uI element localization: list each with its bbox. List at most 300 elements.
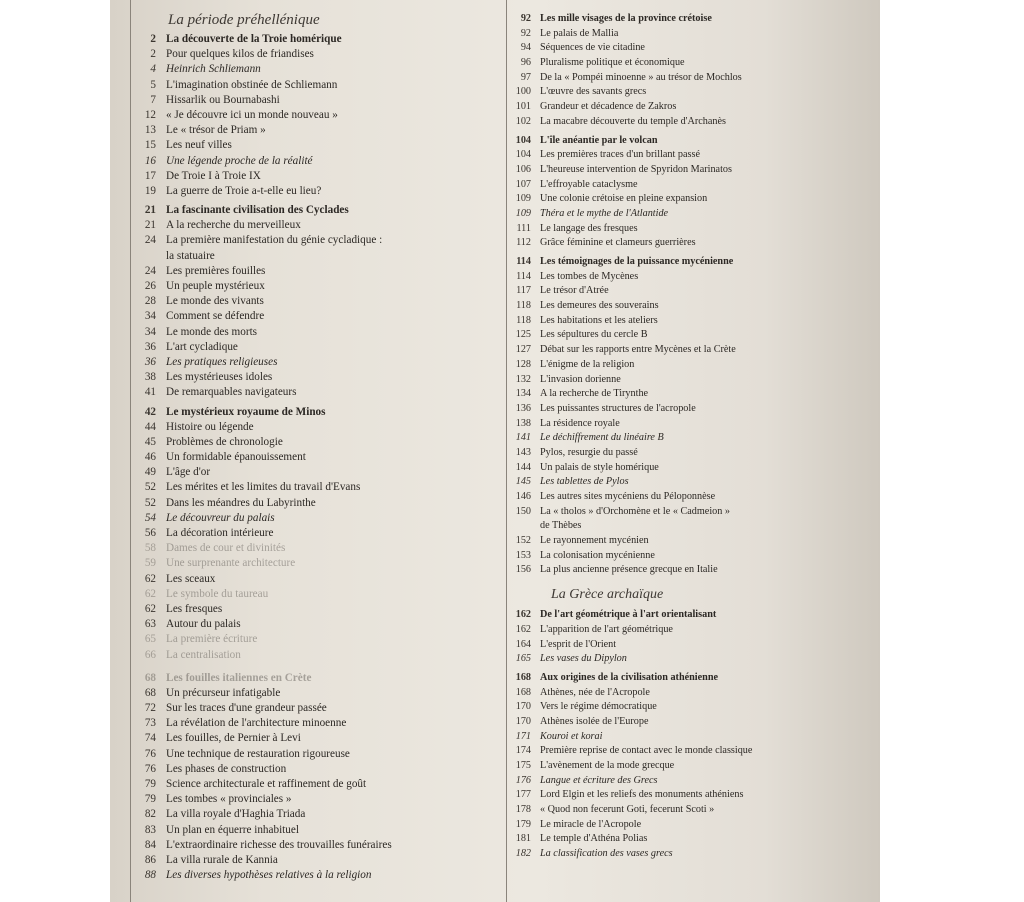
toc-entry (509, 328, 849, 343)
toc-entry (130, 868, 490, 883)
entry-text: Grandeur et décadence de Zakros (540, 101, 677, 113)
entry-text: Les neuf villes (166, 139, 232, 152)
entry-text: Les mystérieuses idoles (166, 371, 273, 384)
page-number: 21 (144, 204, 156, 217)
entry-text: De la « Pompéi minoenne » au trésor de Mochlos (540, 71, 742, 83)
page-number: 5 (150, 78, 156, 91)
entry-text: Le mystérieux royaume de Minos (166, 405, 326, 418)
page-number: 12 (144, 108, 156, 121)
page-number: 106 (515, 163, 531, 175)
toc-section-title (130, 671, 490, 686)
toc-entry (130, 465, 490, 480)
page-number: 134 (515, 388, 531, 400)
page-number: 36 (144, 355, 156, 368)
toc-entry (130, 480, 490, 495)
page-number: 45 (144, 435, 156, 448)
page-number: 41 (144, 386, 156, 399)
entry-text: L'extraordinaire richesse des trouvailles funéraires (166, 838, 392, 851)
entry-text: Les sépultures du cercle B (540, 329, 648, 341)
toc-entry (130, 731, 490, 746)
page-number: 56 (144, 527, 156, 539)
page-number: 107 (515, 178, 531, 190)
toc-entry (509, 519, 849, 534)
toc-entry (130, 385, 490, 400)
page-number: 162 (515, 609, 531, 621)
entry-text: Les mille visages de la province crétoise (540, 13, 712, 24)
page-number: 178 (515, 804, 531, 816)
page-number: 109 (515, 207, 531, 219)
toc-entry (130, 62, 490, 77)
section-heading-prehellenic: La période préhellénique (168, 12, 320, 28)
entry-text: Les pratiques religieuses (166, 355, 278, 368)
entry-text: Débat sur les rapports entre Mycènes et la Crète (540, 344, 736, 356)
entry-text: Les habitations et les ateliers (540, 314, 658, 326)
entry-text: Les tombes de Mycènes (540, 270, 639, 282)
entry-text: Kouroi et korai (540, 730, 603, 742)
toc-entry (509, 417, 849, 432)
entry-text: Le palais de Mallia (540, 27, 619, 39)
page-number: 86 (144, 853, 156, 866)
entry-text: Un palais de style homérique (540, 461, 659, 473)
page-number: 19 (144, 184, 156, 197)
toc-entry (130, 526, 490, 541)
entry-text: Pylos, resurgie du passé (540, 446, 638, 458)
toc-entry (130, 93, 490, 108)
toc-entry (130, 169, 490, 184)
entry-text: Une colonie crétoise en pleine expansion (540, 193, 708, 205)
page-number: 76 (144, 762, 156, 775)
toc-entry (509, 505, 849, 520)
column-divider (506, 0, 507, 902)
page-number: 15 (144, 139, 156, 152)
entry-text: Un peuple mystérieux (166, 280, 265, 292)
toc-entry (509, 358, 849, 373)
toc-entry (509, 85, 849, 100)
entry-text: Les tombes « provinciales » (166, 793, 292, 806)
entry-text: La villa rurale de Kannia (166, 853, 278, 866)
entry-text: L'énigme de la religion (540, 358, 635, 370)
entry-text: Un précurseur infatigable (166, 686, 281, 699)
entry-text: La colonisation mycénienne (540, 549, 655, 561)
page-number: 164 (515, 638, 531, 650)
toc-left-list (130, 32, 490, 883)
entry-text: Science architecturale et raffinement de goût (166, 778, 367, 790)
toc-entry (509, 402, 849, 417)
toc-entry (509, 115, 849, 130)
toc-entry (509, 638, 849, 653)
toc-entry (509, 623, 849, 638)
toc-entry (130, 218, 490, 233)
page-number: 84 (144, 838, 156, 851)
page-number: 104 (515, 134, 531, 146)
page-number: 38 (144, 371, 156, 384)
page-number: 97 (520, 71, 531, 83)
page-number: 117 (516, 285, 531, 297)
toc-entry (130, 602, 490, 617)
toc-entry (509, 100, 849, 115)
toc-entry (509, 490, 849, 505)
page-number: 68 (144, 686, 156, 699)
entry-text: Les tablettes de Pylos (540, 476, 629, 488)
page-number: 114 (516, 256, 531, 267)
page-number: 174 (515, 745, 531, 757)
page-number: 102 (515, 115, 531, 127)
toc-right-column (509, 0, 849, 862)
entry-text: Lord Elgin et les reliefs des monuments athéniens (540, 789, 744, 801)
toc-entry (130, 556, 490, 571)
toc-entry (130, 78, 490, 93)
entry-text: Le symbole du taureau (166, 587, 269, 600)
toc-entry (130, 294, 490, 309)
page-number: 72 (144, 702, 156, 715)
page-number: 118 (516, 300, 531, 312)
entry-text: Le langage des fresques (540, 222, 638, 234)
page-number: 171 (515, 730, 531, 742)
toc-entry (509, 71, 849, 86)
toc-entry (509, 387, 849, 402)
toc-entry (130, 747, 490, 762)
page-number: 118 (516, 314, 531, 326)
entry-text: Langue et écriture des Grecs (540, 774, 658, 786)
toc-left-column (130, 0, 490, 883)
entry-text: La guerre de Troie a-t-elle eu lieu? (166, 184, 322, 197)
page-number: 176 (515, 774, 531, 786)
toc-entry (509, 803, 849, 818)
page-number: 138 (515, 417, 531, 429)
page-number: 24 (144, 234, 156, 247)
page-number: 181 (515, 833, 531, 845)
entry-text: Les demeures des souverains (540, 300, 659, 312)
toc-entry (509, 207, 849, 222)
toc-entry (130, 355, 490, 370)
page-number: 79 (144, 793, 156, 806)
page-number: 92 (520, 27, 531, 39)
toc-entry (130, 435, 490, 450)
entry-text: La plus ancienne présence grecque en Italie (540, 564, 718, 576)
entry-text: A la recherche de Tirynthe (540, 388, 649, 400)
page-number: 165 (515, 653, 531, 665)
page-number: 112 (516, 237, 531, 249)
entry-text: Les phases de construction (166, 762, 287, 775)
entry-text: Le « trésor de Priam » (166, 124, 266, 137)
toc-entry (130, 716, 490, 731)
page-number: 36 (144, 340, 156, 353)
entry-text: De l'art géométrique à l'art orientalisant (540, 609, 717, 621)
page-number: 92 (520, 13, 531, 24)
toc-section-title (509, 671, 849, 686)
entry-text: Les premières fouilles (166, 264, 266, 277)
page-number: 42 (144, 405, 156, 418)
page-number: 177 (515, 789, 531, 801)
entry-text: Un plan en équerre inhabituel (166, 823, 299, 836)
entry-text: Les témoignages de la puissance mycénienne (540, 256, 734, 267)
entry-text: Grâce féminine et clameurs guerrières (540, 237, 696, 249)
entry-text: L'art cycladique (166, 340, 238, 353)
toc-entry (130, 823, 490, 838)
page-number: 82 (144, 808, 156, 821)
page-number: 170 (515, 701, 531, 713)
page-number: 88 (144, 869, 156, 882)
toc-entry (509, 652, 849, 667)
entry-text: De Troie I à Troie IX (166, 169, 261, 182)
entry-text: Le monde des morts (166, 325, 258, 338)
toc-entry (509, 178, 849, 193)
entry-text: Les vases du Dipylon (540, 653, 627, 665)
entry-text: L'œuvre des savants grecs (540, 86, 647, 98)
page-number: 145 (515, 476, 531, 488)
page-number: 13 (144, 124, 156, 137)
page-number: 143 (515, 446, 531, 458)
toc-entry (130, 792, 490, 807)
entry-text: Un formidable épanouissement (166, 451, 306, 464)
toc-entry (509, 847, 849, 862)
page-number: 63 (144, 618, 156, 631)
entry-text: L'île anéantie par le volcan (540, 134, 658, 146)
toc-right-list-2 (509, 608, 849, 862)
toc-entry (509, 759, 849, 774)
toc-entry (509, 788, 849, 803)
toc-section-title (509, 12, 849, 27)
page-number: 65 (144, 633, 156, 646)
entry-text: « Quod non fecerunt Goti, fecerunt Scoti » (540, 804, 715, 816)
entry-text: Première reprise de contact avec le monde classique (540, 745, 753, 757)
page-number: 132 (515, 373, 531, 385)
page-number: 150 (515, 505, 531, 517)
entry-text: La découverte de la Troie homérique (166, 33, 342, 45)
entry-text: La centralisation (166, 648, 241, 661)
page-number: 79 (144, 778, 156, 790)
toc-right-list (509, 12, 849, 578)
toc-entry (509, 715, 849, 730)
toc-entry (130, 108, 490, 123)
toc-entry (509, 41, 849, 56)
page-number: 7 (150, 93, 156, 106)
toc-entry (130, 420, 490, 435)
page-number: 168 (515, 686, 531, 698)
entry-text: Le miracle de l'Acropole (540, 818, 642, 830)
entry-text: Pour quelques kilos de friandises (166, 48, 314, 61)
page-number: 44 (144, 420, 156, 433)
entry-text: Les autres sites mycéniens du Péloponnèse (540, 491, 716, 502)
entry-text: Les sceaux (166, 572, 216, 585)
entry-text: La macabre découverte du temple d'Archanès (540, 115, 726, 127)
toc-entry (130, 617, 490, 632)
entry-text: Une légende proche de la réalité (166, 154, 313, 167)
page-number: 109 (515, 193, 531, 205)
entry-text: Théra et le mythe de l'Atlantide (540, 207, 669, 219)
entry-text: Le trésor d'Atrée (540, 285, 609, 297)
page-number: 21 (144, 219, 156, 232)
toc-entry (509, 461, 849, 476)
page-number: 179 (515, 818, 531, 830)
toc-entry (130, 572, 490, 587)
toc-entry (509, 27, 849, 42)
page-number: 136 (515, 402, 531, 414)
entry-text: L'heureuse intervention de Spyridon Marinatos (540, 163, 732, 175)
entry-text: Athènes isolée de l'Europe (540, 715, 649, 727)
toc-entry (130, 249, 490, 264)
toc-entry (509, 314, 849, 329)
entry-text: L'imagination obstinée de Schliemann (166, 78, 338, 91)
entry-text: Le déchiffrement du linéaire B (540, 432, 664, 444)
entry-text: Heinrich Schliemann (166, 63, 261, 76)
entry-text: Hissarlik ou Bournabashi (166, 93, 280, 106)
toc-entry (130, 496, 490, 511)
toc-entry (509, 744, 849, 759)
toc-section-title (130, 32, 490, 47)
toc-entry (509, 148, 849, 163)
entry-text: Le monde des vivants (166, 295, 264, 308)
toc-section-title (509, 608, 849, 623)
page-number: 2 (150, 33, 156, 45)
page-number: 141 (515, 432, 531, 444)
page-number: 146 (515, 491, 531, 502)
toc-entry (130, 138, 490, 153)
toc-entry (509, 563, 849, 578)
entry-text: Les mérites et les limites du travail d'Evans (166, 481, 361, 494)
toc-entry (130, 632, 490, 647)
page-number: 34 (144, 325, 156, 338)
entry-text: La décoration intérieure (166, 527, 274, 539)
toc-entry (130, 587, 490, 602)
toc-entry (130, 853, 490, 868)
entry-text: Les fouilles italiennes en Crète (166, 671, 312, 684)
page-number: 74 (144, 732, 156, 745)
entry-text: De remarquables navigateurs (166, 386, 297, 399)
entry-text: La première manifestation du génie cycladique : (166, 234, 383, 247)
toc-entry (130, 184, 490, 199)
toc-entry (130, 233, 490, 248)
toc-entry (509, 270, 849, 285)
toc-entry (509, 818, 849, 833)
entry-text: Dames de cour et divinités (166, 542, 286, 555)
toc-entry (130, 807, 490, 822)
entry-text: Séquences de vie citadine (540, 42, 645, 54)
page-number: 76 (144, 747, 156, 760)
entry-text: L'invasion dorienne (540, 373, 621, 385)
entry-text: Une technique de restauration rigoureuse (166, 747, 350, 760)
page-number: 24 (144, 264, 156, 277)
entry-text: Le rayonnement mycénien (540, 535, 649, 547)
toc-entry (130, 309, 490, 324)
page-number: 100 (515, 86, 531, 98)
entry-text: A la recherche du merveilleux (166, 219, 301, 232)
toc-entry (130, 264, 490, 279)
entry-text: Problèmes de chronologie (166, 435, 283, 448)
entry-text: Athènes, née de l'Acropole (540, 686, 650, 698)
entry-text: L'avènement de la mode grecque (540, 760, 675, 771)
toc-entry (130, 47, 490, 62)
entry-text: La résidence royale (540, 417, 620, 429)
page-number: 73 (144, 717, 156, 730)
page-number: 152 (515, 535, 531, 547)
entry-text: Dans les méandres du Labyrinthe (166, 496, 316, 509)
toc-entry (130, 450, 490, 465)
entry-text: Autour du palais (166, 618, 241, 631)
toc-entry (509, 163, 849, 178)
entry-text: Aux origines de la civilisation athénienne (540, 671, 719, 683)
entry-text: Les fresques (166, 602, 223, 615)
toc-entry (509, 686, 849, 701)
toc-entry (509, 475, 849, 490)
page-number: 49 (144, 466, 156, 479)
page-number: 175 (515, 760, 531, 771)
page-number: 182 (515, 848, 531, 860)
entry-text: L'âge d'or (166, 466, 211, 479)
toc-entry (130, 648, 490, 663)
toc-entry (509, 222, 849, 237)
entry-text: Sur les traces d'une grandeur passée (166, 702, 327, 715)
page-number: 17 (144, 169, 156, 182)
entry-text: Vers le régime démocratique (540, 701, 657, 713)
toc-entry (509, 534, 849, 549)
page-number: 2 (150, 48, 156, 61)
page-number: 111 (516, 222, 531, 234)
toc-entry (509, 373, 849, 388)
page-number: 101 (515, 101, 531, 113)
toc-entry (509, 700, 849, 715)
toc-entry (130, 762, 490, 777)
toc-entry (509, 774, 849, 789)
entry-text: Comment se défendre (166, 310, 265, 323)
page-number: 128 (515, 358, 531, 370)
toc-entry (130, 370, 490, 385)
entry-text: Les puissantes structures de l'acropole (540, 402, 696, 414)
entry-text: La première écriture (166, 633, 258, 646)
toc-entry (509, 284, 849, 299)
entry-text: de Thèbes (540, 520, 582, 532)
toc-entry (509, 549, 849, 564)
entry-text: Les fouilles, de Pernier à Levi (166, 732, 301, 745)
page-number: 54 (144, 511, 156, 524)
page-number: 46 (144, 451, 156, 464)
page-number: 16 (144, 154, 156, 167)
toc-entry (130, 701, 490, 716)
page-number: 62 (144, 602, 156, 615)
entry-text: Le temple d'Athéna Polias (540, 833, 648, 845)
toc-entry (130, 686, 490, 701)
toc-entry (130, 279, 490, 294)
section-heading-archaic-greece: La Grèce archaïque (551, 587, 664, 603)
page-number: 168 (515, 671, 531, 683)
entry-text: la statuaire (166, 249, 215, 262)
page-number: 125 (515, 329, 531, 341)
page-number: 170 (515, 715, 531, 727)
page-number: 28 (144, 295, 156, 308)
page-number: 4 (150, 63, 156, 76)
page-number: 26 (144, 280, 156, 292)
entry-text: Le découvreur du palais (166, 511, 275, 524)
toc-entry (130, 511, 490, 526)
toc-section-title (509, 255, 849, 270)
entry-text: L'apparition de l'art géométrique (540, 623, 673, 635)
page-number: 83 (144, 823, 156, 836)
page-number: 153 (515, 549, 531, 561)
toc-entry (130, 838, 490, 853)
toc-entry (509, 236, 849, 251)
page-number: 66 (144, 648, 156, 661)
toc-entry (509, 56, 849, 71)
toc-entry (509, 299, 849, 314)
entry-text: La villa royale d'Haghia Triada (166, 808, 306, 821)
entry-text: La fascinante civilisation des Cyclades (166, 204, 349, 217)
page-number: 144 (515, 461, 531, 473)
toc-entry (509, 431, 849, 446)
page-number: 96 (520, 57, 531, 69)
entry-text: La « tholos » d'Orchomène et le « Cadmeion » (540, 505, 730, 517)
toc-entry (130, 340, 490, 355)
page-number: 58 (144, 542, 156, 555)
